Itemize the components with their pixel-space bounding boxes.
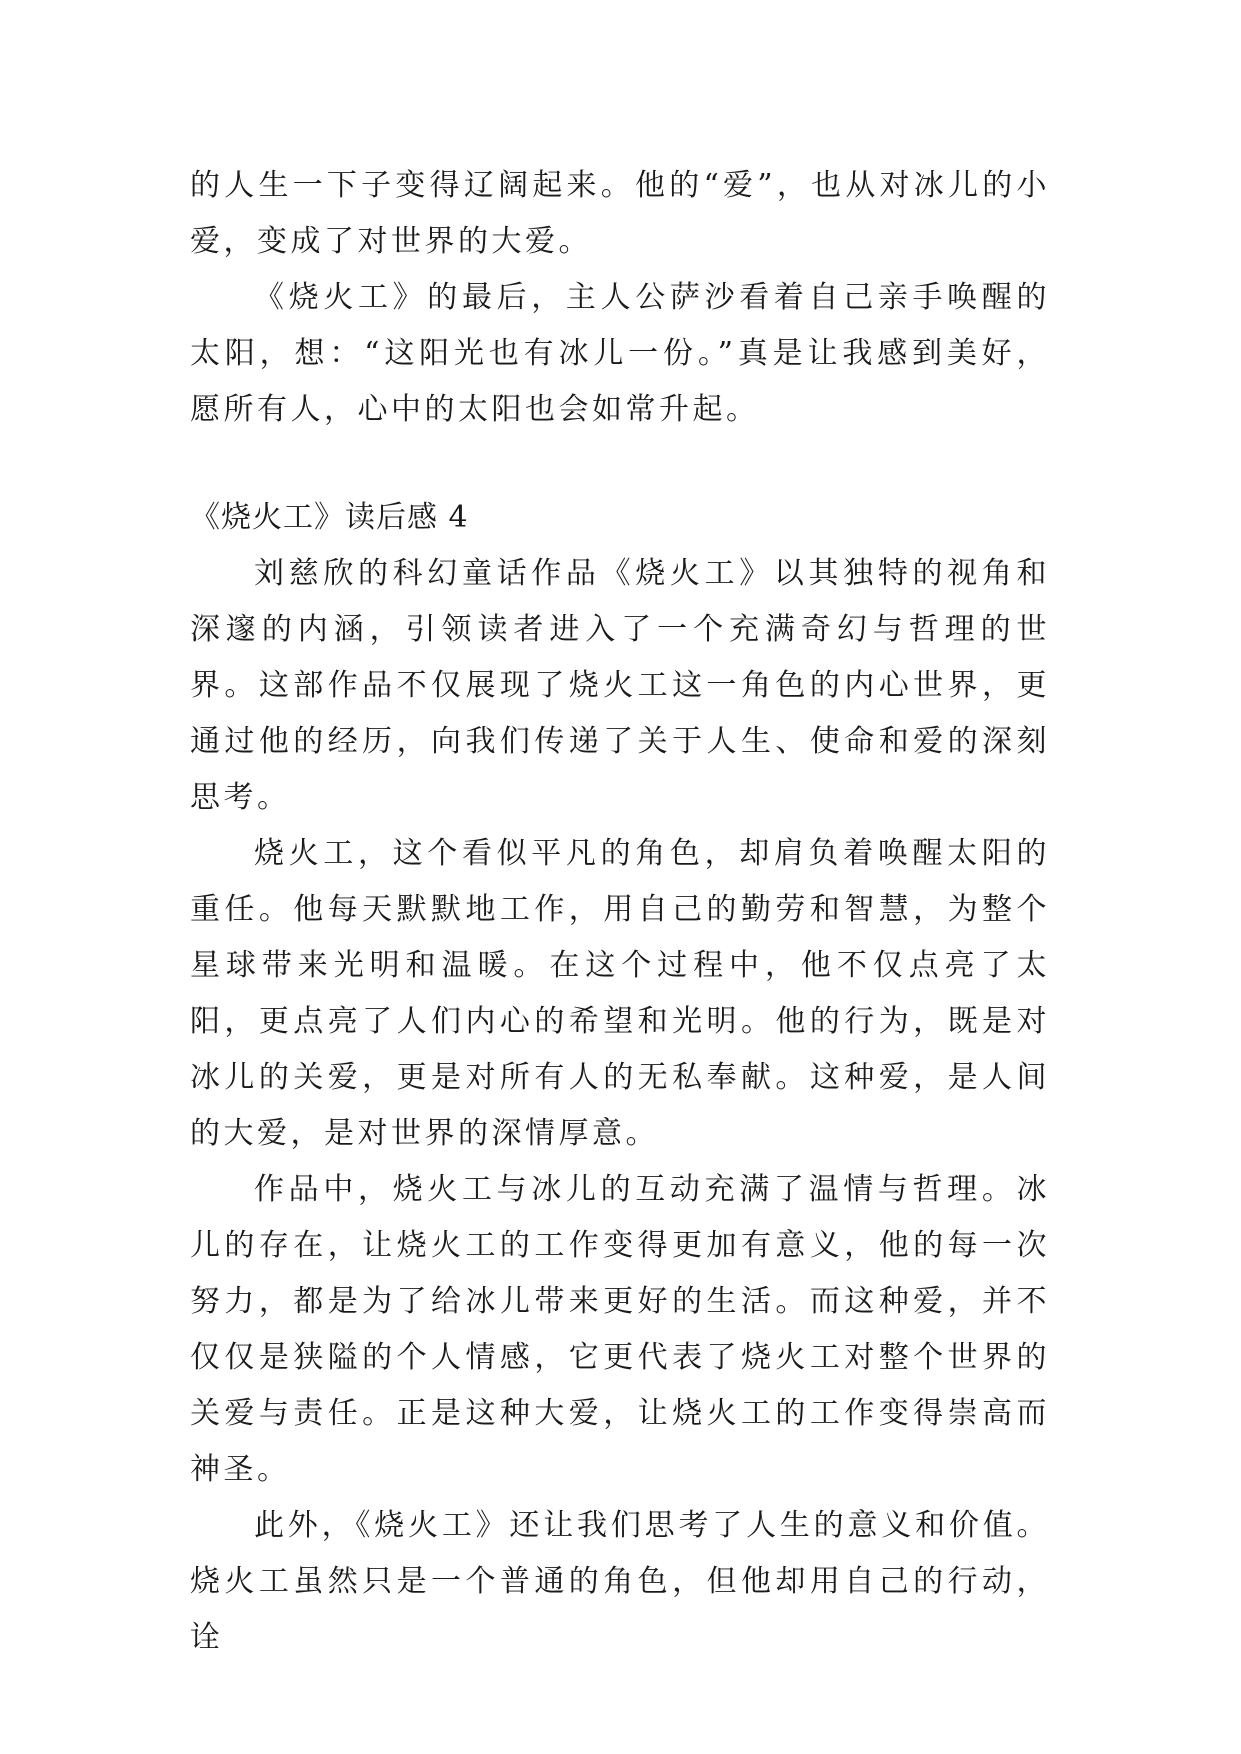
paragraph-continuation: 的人生一下子变得辽阔起来。他的“爱”，也从对冰儿的小爱，变成了对世界的大爱。 bbox=[190, 168, 1050, 259]
paragraph: 烧火工，这个看似平凡的角色，却肩负着唤醒太阳的重任。他每天默默地工作，用自己的勤劳和智慧，为整个星球带来光明和温暖。在这个过程中，他不仅点亮了太阳，更点亮了人们内心的希望和光明。他的行为，既是对冰儿的关爱，更是对所有人的无私奉献。这种爱，是人间的大爱，是对世界的深情厚意。 bbox=[190, 836, 1050, 1151]
paragraph: 作品中，烧火工与冰儿的互动充满了温情与哲理。冰儿的存在，让烧火工的工作变得更加有意义，他的每一次努力，都是为了给冰儿带来更好的生活。而这种爱，并不仅仅是狭隘的个人情感，它更代表了烧火工对整个世界的关爱与责任。正是这种大爱，让烧火工的工作变得崇高而神圣。 bbox=[190, 1172, 1050, 1487]
paragraph: 此外，《烧火工》还让我们思考了人生的意义和价值。烧火工虽然只是一个普通的角色，但他却用自己的行动，诠 bbox=[190, 1508, 1050, 1655]
section-heading: 《烧火工》读后感 4 bbox=[190, 500, 469, 535]
document-body bbox=[190, 158, 1050, 1666]
paragraph: 《烧火工》的最后，主人公萨沙看着自己亲手唤醒的太阳，想：“这阳光也有冰儿一份。”真是让我感到美好，愿所有人，心中的太阳也会如常升起。 bbox=[190, 280, 1050, 427]
paragraph: 刘慈欣的科幻童话作品《烧火工》以其独特的视角和深邃的内涵，引领读者进入了一个充满奇幻与哲理的世界。这部作品不仅展现了烧火工这一角色的内心世界，更通过他的经历，向我们传递了关于人生、使命和爱的深刻思考。 bbox=[190, 556, 1050, 815]
